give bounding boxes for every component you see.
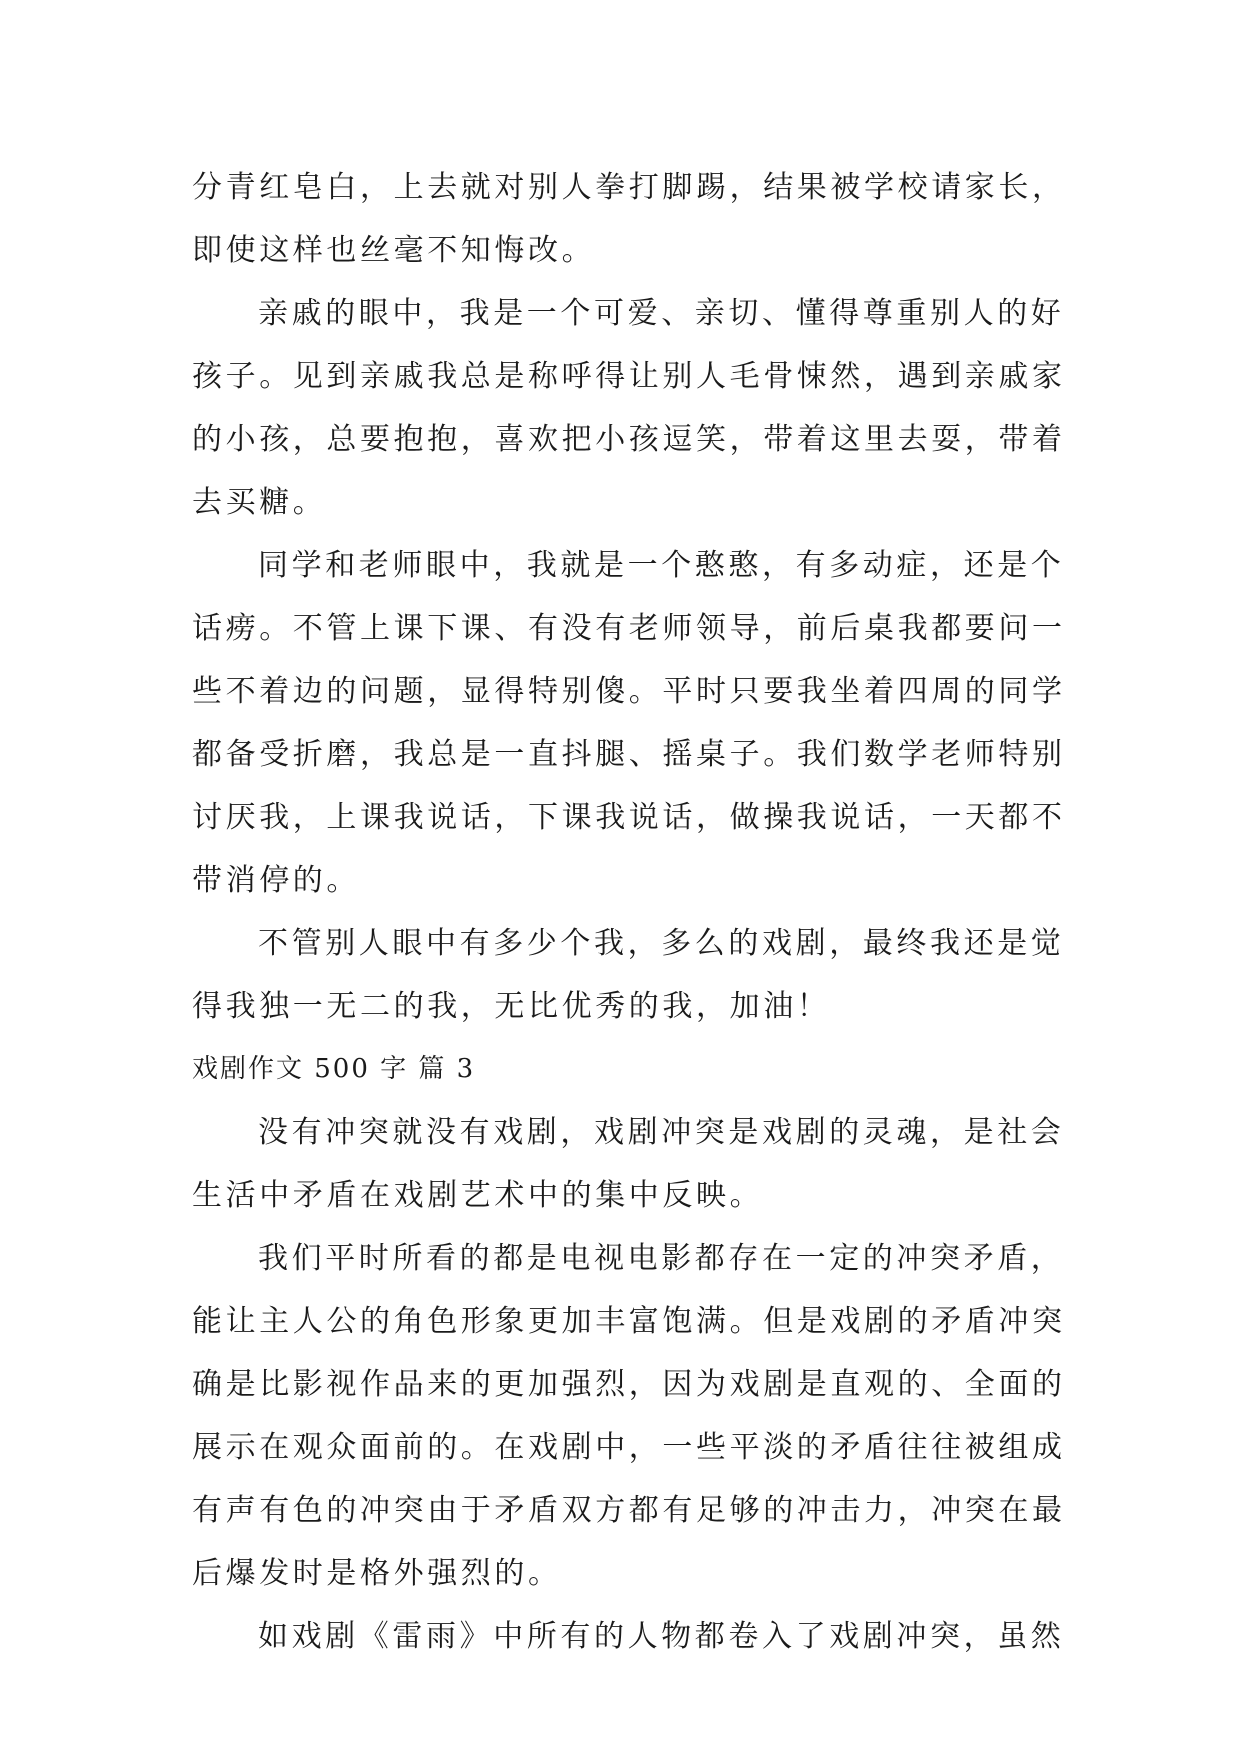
text-line: 没有冲突就没有戏剧，戏剧冲突是戏剧的灵魂，是社会 [258, 1115, 1065, 1150]
text-line: 话痨。不管上课下课、有没有老师领导，前后桌我都要问一 [192, 611, 1066, 646]
text-line: 有声有色的冲突由于矛盾双方都有足够的冲击力，冲突在最 [192, 1493, 1066, 1528]
text-line: 后爆发时是格外强烈的。 [192, 1556, 562, 1591]
text-line: 确是比影视作品来的更加强烈，因为戏剧是直观的、全面的 [192, 1367, 1066, 1402]
text-line: 带消停的。 [192, 863, 360, 898]
text-line: 我们平时所看的都是电视电影都存在一定的冲突矛盾， [258, 1241, 1065, 1276]
text-line: 如戏剧《雷雨》中所有的人物都卷入了戏剧冲突，虽然 [258, 1619, 1065, 1654]
text-line: 即使这样也丝毫不知悔改。 [192, 233, 596, 268]
text-line: 同学和老师眼中，我就是一个憨憨，有多动症，还是个 [258, 548, 1065, 583]
body-text [192, 156, 1066, 1668]
text-line: 分青红皂白，上去就对别人拳打脚踢，结果被学校请家长， [192, 170, 1066, 205]
text-line: 展示在观众面前的。在戏剧中，一些平淡的矛盾往往被组成 [192, 1430, 1066, 1465]
text-line: 孩子。见到亲戚我总是称呼得让别人毛骨悚然，遇到亲戚家 [192, 359, 1066, 394]
text-line: 的小孩，总要抱抱，喜欢把小孩逗笑，带着这里去耍，带着 [192, 422, 1066, 457]
text-line: 讨厌我，上课我说话，下课我说话，做操我说话，一天都不 [192, 800, 1066, 835]
text-line: 去买糖。 [192, 485, 327, 520]
text-line: 得我独一无二的我，无比优秀的我，加油！ [192, 989, 831, 1024]
text-line: 些不着边的问题，显得特别傻。平时只要我坐着四周的同学 [192, 674, 1066, 709]
text-line: 能让主人公的角色形象更加丰富饱满。但是戏剧的矛盾冲突 [192, 1304, 1066, 1339]
text-line: 亲戚的眼中，我是一个可爱、亲切、懂得尊重别人的好 [258, 296, 1065, 331]
section-heading: 戏剧作文 500 字 篇 3 [192, 1054, 476, 1084]
text-line: 不管别人眼中有多少个我，多么的戏剧，最终我还是觉 [258, 926, 1065, 961]
text-line: 都备受折磨，我总是一直抖腿、摇桌子。我们数学老师特别 [192, 737, 1066, 772]
text-line: 生活中矛盾在戏剧艺术中的集中反映。 [192, 1178, 764, 1213]
